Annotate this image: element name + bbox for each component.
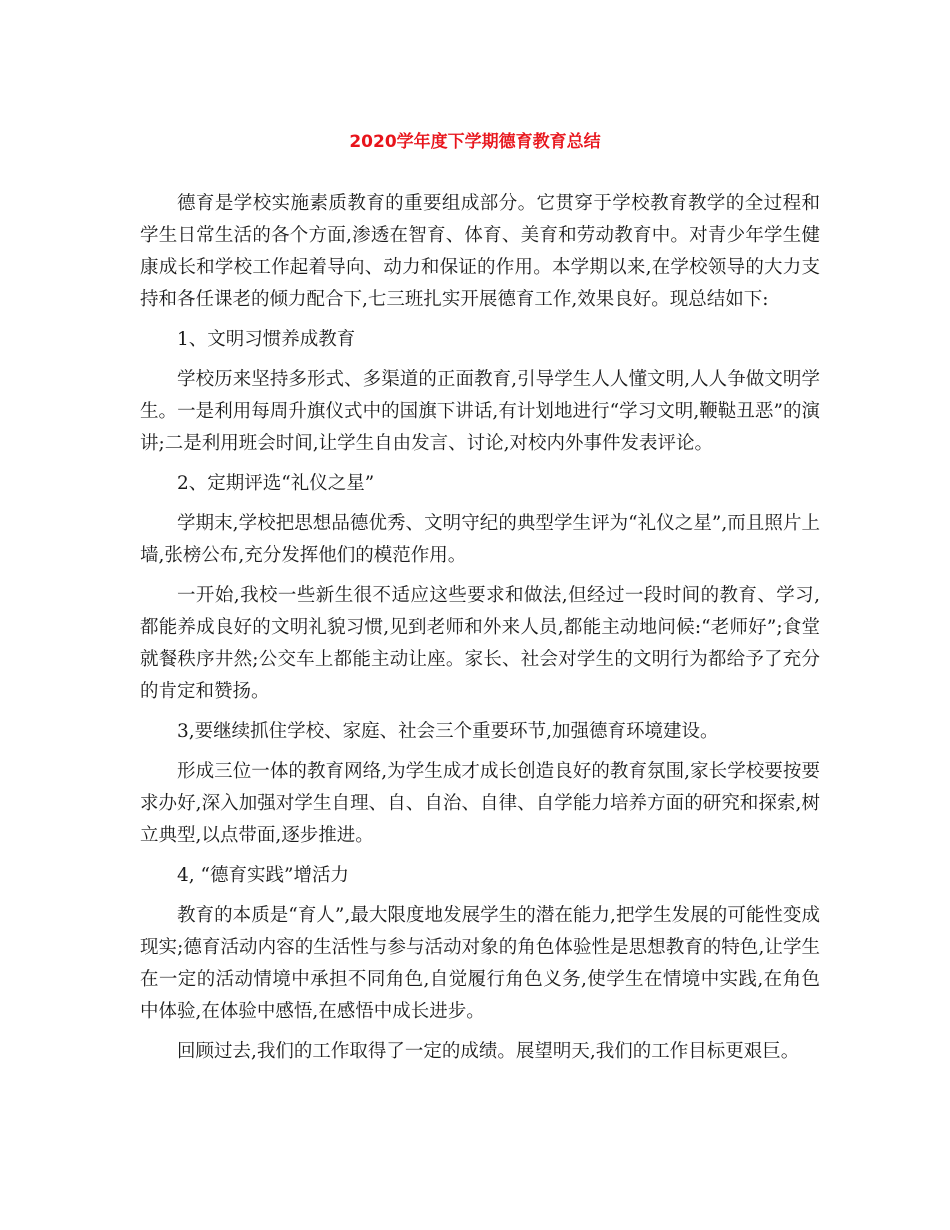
paragraph-section-2a: 学期末,学校把思想品德优秀、文明守纪的典型学生评为“礼仪之星”,而且照片上墙,张榜公布,充分发挥他们的模范作用。 [140, 513, 820, 566]
paragraph-section-1: 学校历来坚持多形式、多渠道的正面教育,引导学生人人懂文明,人人争做文明学生。一是利用每周升旗仪式中的国旗下讲话,有计划地进行“学习文明,鞭鞑丑恶”的演讲;二是利用班会时间,让学生自由发言、讨论,对校内外事件发表评论。 [140, 369, 820, 454]
paragraph-section-3: 形成三位一体的教育网络,为学生成才成长创造良好的教育氛围,家长学校要按要求办好,深入加强对学生自理、自、自治、自律、自学能力培养方面的研究和探索,树立典型,以点带面,逐步推进。 [140, 761, 820, 846]
paragraph-intro: 德育是学校实施素质教育的重要组成部分。它贯穿于学校教育教学的全过程和学生日常生活的各个方面,渗透在智育、体育、美育和劳动教育中。对青少年学生健康成长和学校工作起着导向、动力和保证的作用。本学期以来,在学校领导的大力支持和各任课老的倾力配合下,七三班扎实开展德育工作,效果良好。现总结如下: [140, 193, 820, 310]
paragraph-section-4: 教育的本质是“育人”,最大限度地发展学生的潜在能力,把学生发展的可能性变成现实;德育活动内容的生活性与参与活动对象的角色体验性是思想教育的特色,让学生在一定的活动情境中承担不同角色,自觉履行角色义务,使学生在情境中实践,在角色中体验,在体验中感悟,在感悟中成长进步。 [140, 905, 820, 1022]
paragraph-conclusion: 回顾过去,我们的工作取得了一定的成绩。展望明天,我们的工作目标更艰巨。 [177, 1041, 800, 1062]
document-body [140, 188, 820, 1076]
document-title: 2020学年度下学期德育教育总结 [349, 132, 601, 152]
section-heading-4: 4, “德育实践”增活力 [177, 865, 349, 886]
section-heading-1: 1、文明习惯养成教育 [177, 329, 356, 350]
paragraph-section-2b: 一开始,我校一些新生很不适应这些要求和做法,但经过一段时间的教育、学习,都能养成良好的文明礼貌习惯,见到老师和外来人员,都能主动地问候:“老师好”;食堂就餐秩序井然;公交车上都能主动让座。家长、社会对学生的文明行为都给予了充分的肯定和赞扬。 [140, 585, 820, 702]
section-heading-2: 2、定期评选“礼仪之星” [177, 473, 375, 494]
section-heading-3: 3,要继续抓住学校、家庭、社会三个重要环节,加强德育环境建设。 [177, 721, 719, 742]
